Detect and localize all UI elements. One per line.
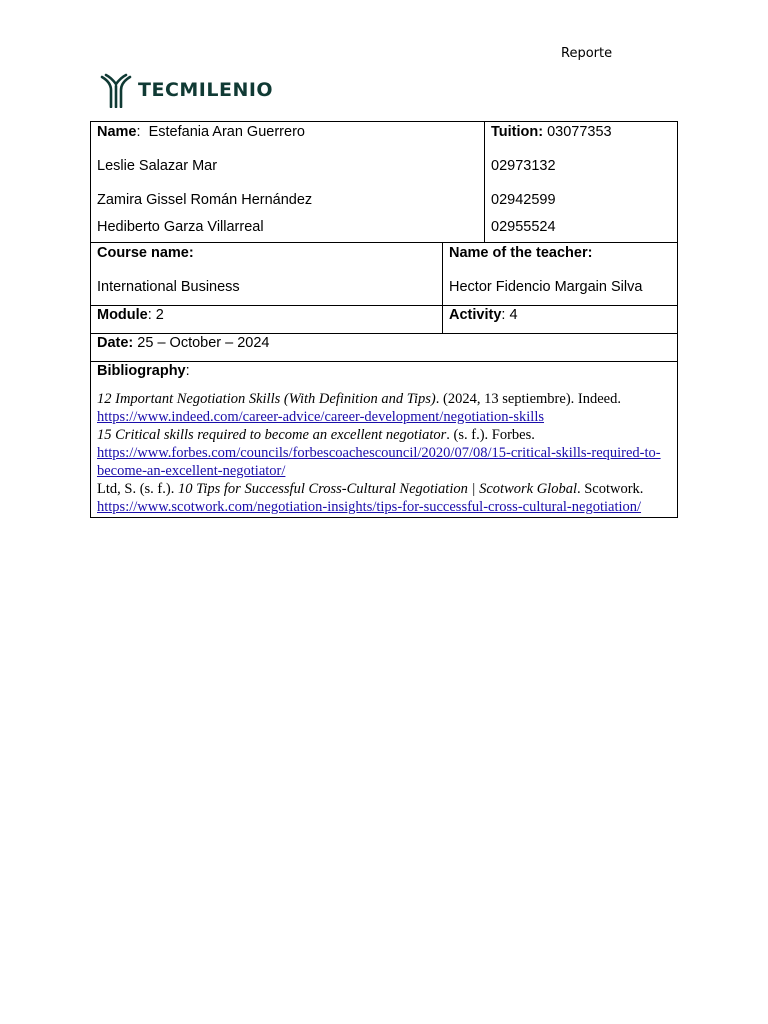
bibliography-label: Bibliography bbox=[97, 363, 186, 379]
tuition-2: 02973132 bbox=[491, 158, 556, 174]
name-label: Name bbox=[97, 124, 137, 140]
activity-cell bbox=[443, 306, 678, 334]
tuition-1: Tuition: 03077353 bbox=[491, 124, 612, 140]
student-name-3: Zamira Gissel Román Hernández bbox=[97, 192, 313, 208]
reference-1: 12 Important Negotiation Skills (With Definition and Tips). (2024, 13 septiembre). Indeed. https://www.indeed.com/career-advice/career-development/negotiation-skills bbox=[97, 391, 621, 425]
reference-title: 10 Tips for Successful Cross-Cultural Negotiation | Scotwork Global bbox=[177, 481, 577, 497]
student-name-1: Name: Estefania Aran Guerrero bbox=[97, 124, 305, 140]
course-label: Course name: bbox=[97, 245, 194, 261]
reference-title: 15 Critical skills required to become an excellent negotiator bbox=[97, 427, 447, 443]
reference-2: 15 Critical skills required to become an excellent negotiator. (s. f.). Forbes. https://www.forbes.com/councils/forbescoachescouncil/2020/07/08/15-critical-skills-required-to-become-an-excellent-negotiator/ bbox=[97, 427, 661, 479]
course-cell bbox=[91, 243, 443, 306]
info-table bbox=[90, 121, 678, 518]
date-cell bbox=[91, 334, 678, 362]
header-label: Reporte bbox=[561, 46, 613, 61]
tuition-3: 02942599 bbox=[491, 192, 556, 208]
module-value: : 2 bbox=[147, 307, 164, 323]
tuition-label: Tuition: bbox=[491, 124, 544, 140]
bibliography-list bbox=[97, 390, 671, 516]
activity-label: Activity bbox=[449, 307, 502, 323]
tecmilenio-leaf-icon bbox=[100, 72, 132, 108]
teacher-label: Name of the teacher: bbox=[449, 245, 593, 261]
date-value: 25 – October – 2024 bbox=[133, 335, 270, 351]
reference-link[interactable]: https://www.forbes.com/councils/forbescoachescouncil/2020/07/08/15-critical-skills-required-to-become-an-excellent-negotiator/ bbox=[97, 445, 661, 479]
teacher-value: Hector Fidencio Margain Silva bbox=[449, 279, 643, 295]
module-cell bbox=[91, 306, 443, 334]
reference-3: Ltd, S. (s. f.). 10 Tips for Successful Cross-Cultural Negotiation | Scotwork Global. Scotwork. https://www.scotwork.com/negotiation-insights/tips-for-successful-cross-cultural-negotiation/ bbox=[97, 481, 644, 515]
date-label: Date: bbox=[97, 335, 134, 351]
tuition-cell bbox=[485, 122, 678, 243]
reference-link[interactable]: https://www.indeed.com/career-advice/career-development/negotiation-skills bbox=[97, 409, 545, 425]
module-label: Module bbox=[97, 307, 148, 323]
activity-value: : 4 bbox=[501, 307, 518, 323]
bibliography-heading: Bibliography: bbox=[97, 363, 190, 379]
student-name-4: Hediberto Garza Villarreal bbox=[97, 219, 264, 235]
student-name-2: Leslie Salazar Mar bbox=[97, 158, 218, 174]
reference-title: 12 Important Negotiation Skills (With Definition and Tips) bbox=[97, 391, 436, 407]
course-value: International Business bbox=[97, 279, 240, 295]
logo-text: TECMILENIO bbox=[138, 79, 274, 101]
teacher-cell bbox=[443, 243, 678, 306]
tuition-4: 02955524 bbox=[491, 219, 556, 235]
student-names-cell bbox=[91, 122, 485, 243]
bibliography-cell bbox=[91, 362, 678, 518]
reference-link[interactable]: https://www.scotwork.com/negotiation-insights/tips-for-successful-cross-cultural-negotiation/ bbox=[97, 499, 642, 515]
tecmilenio-logo bbox=[100, 72, 273, 108]
